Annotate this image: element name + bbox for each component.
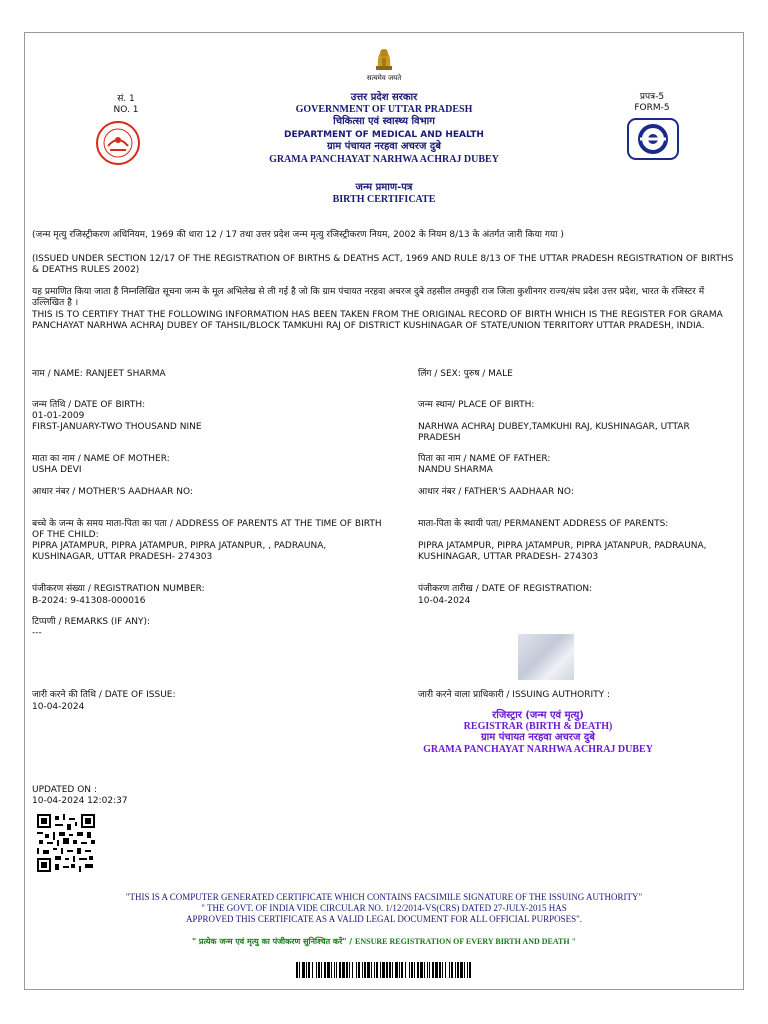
emblem-motto: सत्यमेव जयते — [366, 74, 402, 82]
mother-aadhaar-label: आधार नंबर / MOTHER'S AADHAAR NO: — [32, 487, 193, 497]
father-value: NANDU SHARMA — [418, 465, 493, 475]
form-no: FORM-5 — [634, 103, 670, 113]
issuing-authority-label: जारी करने वाला प्राधिकारी / ISSUING AUTHORITY : — [418, 690, 611, 700]
mother-value: USHA DEVI — [32, 465, 82, 475]
qr-code-icon — [37, 814, 95, 872]
remarks-value: --- — [32, 628, 42, 638]
registration-date-value: 10-04-2024 — [418, 596, 471, 606]
national-emblem-icon — [369, 44, 399, 74]
footer-line-1: "THIS IS A COMPUTER GENERATED CERTIFICATE WHICH CONTAINS FACSIMILE SIGNATURE OF THE ISSUING AUTHORITY" — [125, 892, 643, 902]
permanent-address-label: माता-पिता के स्थायी पता/ PERMANENT ADDRESS OF PARENTS: — [418, 519, 669, 529]
place-of-birth-label: जन्म स्थान/ PLACE OF BIRTH: — [418, 400, 535, 410]
registration-date-label: पंजीकरण तारीख / DATE OF REGISTRATION: — [418, 584, 593, 594]
act-text: (ISSUED UNDER SECTION 12/17 OF THE REGISTRATION OF BIRTHS & DEATHS ACT, 1969 AND RULE 8/13 OF THE UTTAR PRADESH REGISTRATION OF BIRTHS & DEATHS RULES 2002) — [32, 254, 734, 275]
registrar-hindi: रजिस्ट्रार (जन्म एवं मृत्यु) — [492, 710, 584, 721]
certify-text-hindi: यह प्रमाणित किया जाता है निम्नलिखित सूचना जन्म के मूल अभिलेख से ली गई है जो कि ग्राम पंचायत नरहवा अचरज दुबे तहसील तमकुही राज जिला कुशीनगर राज्य/संघ प्रदेश उत्तर प्रदेश, भारत के रजिस्टर में उल्लिखित है । — [32, 287, 705, 308]
dob-words: FIRST-JANUARY-TWO THOUSAND NINE — [32, 422, 202, 432]
registration-number-label: पंजीकरण संख्या / REGISTRATION NUMBER: — [32, 584, 205, 594]
issue-date-label: जारी करने की तिथि / DATE OF ISSUE: — [32, 690, 176, 700]
certificate-border — [24, 32, 744, 990]
father-label: पिता का नाम / NAME OF FATHER: — [418, 454, 551, 464]
serial-no: NO. 1 — [113, 105, 139, 115]
panchayat-english: GRAMA PANCHAYAT NARHWA ACHRAJ DUBEY — [269, 154, 499, 165]
issue-date-value: 10-04-2024 — [32, 702, 85, 712]
slogan-hindi: " प्रत्येक जन्म एवं मृत्यु का पंजीकरण सुनिश्चित करें" / — [191, 937, 353, 946]
child-name: नाम / NAME: RANJEET SHARMA — [32, 369, 166, 379]
footer-line-2: " THE GOVT. OF INDIA VIDE CIRCULAR NO. 1/12/2014-VS(CRS) DATED 27-JULY-2015 HAS — [201, 903, 567, 913]
permanent-address-value: PIPRA JATAMPUR, PIPRA JATAMPUR, PIPRA JATANPUR, PADRAUNA, KUSHINAGAR, UTTAR PRADESH- 274303 — [418, 541, 707, 562]
father-aadhaar-label: आधार नंबर / FATHER'S AADHAAR NO: — [418, 487, 574, 497]
updated-label: UPDATED ON : — [32, 785, 97, 795]
updated-value: 10-04-2024 12:02:37 — [32, 796, 128, 806]
panchayat-hindi: ग्राम पंचायत नरहवा अचरज दुबे — [327, 141, 441, 152]
slogan-english: ENSURE REGISTRATION OF EVERY BIRTH AND DEATH " — [355, 937, 577, 946]
remarks-label: टिप्पणी / REMARKS (IF ANY): — [32, 617, 151, 627]
serial-no-hindi: सं. 1 — [117, 94, 135, 104]
registrar-panchayat-hindi: ग्राम पंचायत नरहवा अचरज दुबे — [481, 732, 595, 743]
registrar-panchayat-english: GRAMA PANCHAYAT NARHWA ACHRAJ DUBEY — [423, 744, 653, 755]
mother-label: माता का नाम / NAME OF MOTHER: — [32, 454, 170, 464]
registrar-english: REGISTRAR (BIRTH & DEATH) — [463, 721, 613, 732]
dept-hindi: चिकित्सा एवं स्वास्थ्य विभाग — [333, 116, 435, 127]
sex: लिंग / SEX: पुरुष / MALE — [418, 369, 513, 379]
govt-english: GOVERNMENT OF UTTAR PRADESH — [295, 104, 473, 115]
govt-hindi: उत्तर प्रदेश सरकार — [350, 92, 418, 103]
cert-title-hindi: जन्म प्रमाण-पत्र — [355, 182, 413, 193]
cert-title: BIRTH CERTIFICATE — [332, 194, 436, 205]
footer-line-3: APPROVED THIS CERTIFICATE AS A VALID LEGAL DOCUMENT FOR ALL OFFICIAL PURPOSES". — [185, 914, 583, 924]
place-of-birth-value: NARHWA ACHRAJ DUBEY,TAMKUHI RAJ, KUSHINAGAR, UTTAR PRADESH — [418, 422, 690, 443]
form-no-hindi: प्रपत्र-5 — [639, 92, 665, 102]
act-text-hindi: (जन्म मृत्यु रजिस्ट्रीकरण अधिनियम, 1969 की धारा 12 / 17 तथा उत्तर प्रदेश जन्म मृत्यु रजिस्ट्रीकरण नियम, 2002 के नियम 8/13 के अंतर्गत जारी किया गया ) — [32, 230, 564, 240]
slogan — [40, 937, 728, 947]
dept-english: DEPARTMENT OF MEDICAL AND HEALTH — [284, 130, 484, 140]
signature-image — [518, 634, 574, 680]
registration-number-value: B-2024: 9-41308-000016 — [32, 596, 146, 606]
up-seal-icon — [92, 120, 144, 166]
dob-label: जन्म तिथि / DATE OF BIRTH: — [32, 400, 146, 410]
address-at-birth-value: PIPRA JATAMPUR, PIPRA JATAMPUR, PIPRA JATANPUR, , PADRAUNA, KUSHINAGAR, UTTAR PRADESH- 274303 — [32, 541, 327, 562]
crs-logo-icon — [627, 118, 679, 160]
address-at-birth-label: बच्चे के जन्म के समय माता-पिता का पता / ADDRESS OF PARENTS AT THE TIME OF BIRTH OF THE CHILD: — [32, 519, 382, 540]
dob-value: 01-01-2009 — [32, 411, 85, 421]
barcode-icon — [296, 962, 472, 978]
certify-text: THIS IS TO CERTIFY THAT THE FOLLOWING INFORMATION HAS BEEN TAKEN FROM THE ORIGINAL RECORD OF BIRTH WHICH IS THE REGISTER FOR GRAMA PANCHAYAT NARHWA ACHRAJ DUBEY OF TAHSIL/BLOCK TAMKUHI RAJ OF DISTRICT KUSHINAGAR OF STATE/UNION TERRITORY UTTAR PRADESH, INDIA. — [32, 310, 723, 331]
